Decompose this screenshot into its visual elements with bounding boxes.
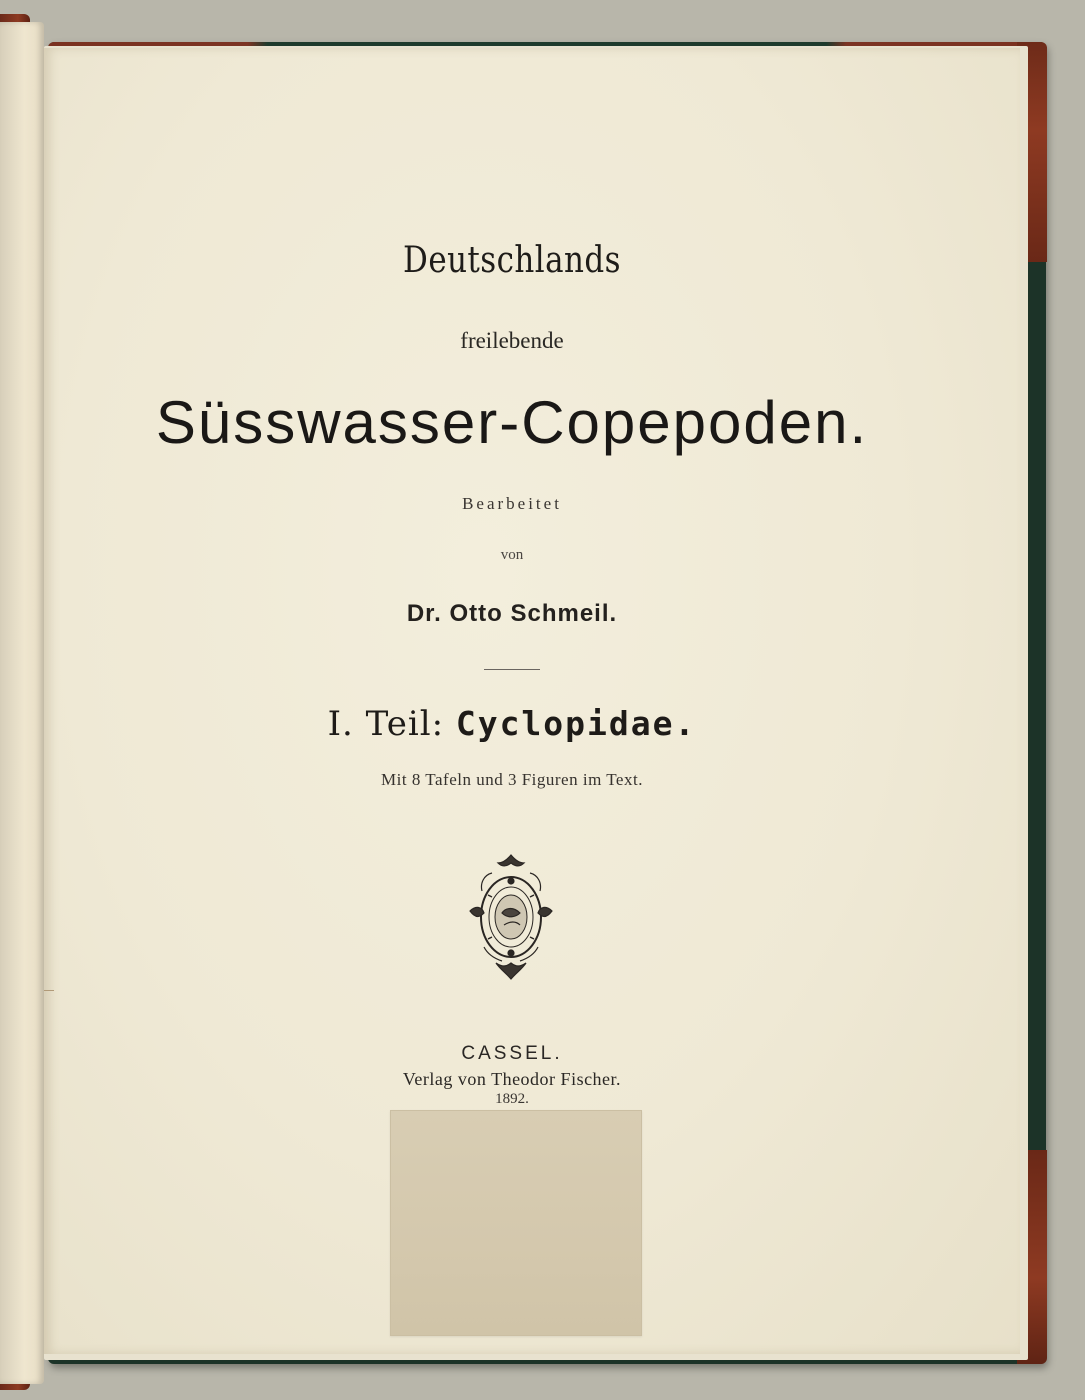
part-label: I. Teil:	[327, 704, 456, 744]
part-name: Cyclopidae.	[455, 704, 697, 743]
title-page	[44, 48, 1020, 1354]
part-title	[44, 704, 980, 744]
publication-year: 1892.	[495, 1091, 529, 1107]
divider-rule	[484, 669, 540, 670]
pasted-paper-label	[390, 1110, 642, 1336]
main-title: Süsswasser-Copepoden.	[155, 389, 869, 456]
publisher: Verlag von Theodor Fischer.	[402, 1069, 622, 1089]
left-page-edge	[0, 22, 44, 1384]
publisher-device-emblem-icon	[462, 851, 560, 983]
publication-place: CASSEL.	[461, 1043, 563, 1064]
title-line-2: freilebende	[460, 328, 564, 353]
by-label: von	[500, 547, 524, 563]
author-name: Dr. Otto Schmeil.	[406, 600, 618, 627]
prepared-label: Bearbeitet	[462, 494, 562, 513]
title-line-1: Deutschlands	[403, 240, 621, 281]
subtitle: Mit 8 Tafeln und 3 Figuren im Text.	[381, 770, 643, 789]
